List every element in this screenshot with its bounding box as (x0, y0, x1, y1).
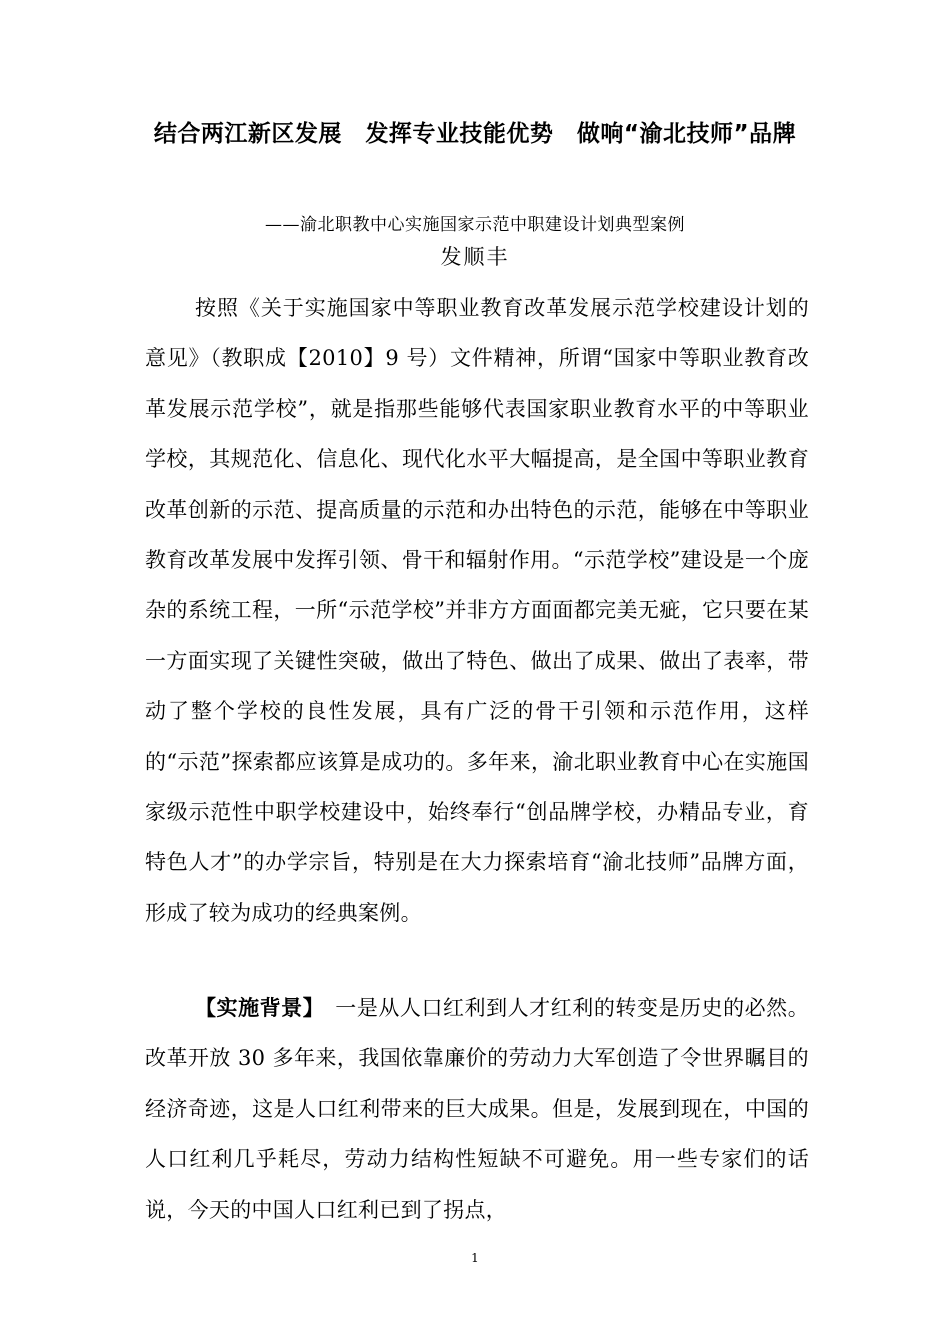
paragraph-intro: 按照《关于实施国家中等职业教育改革发展示范学校建设计划的意见》（教职成【2010】9 号）文件精神，所谓“国家中等职业教育改革发展示范学校”，就是指那些能够代表国家职业教育水平的中等职业学校，其规范化、信息化、现代化水平大幅提高，是全国中等职业教育改革创新的示范、提高质量的示范和办出特色的示范，能够在中等职业教育改革发展中发挥引领、骨干和辐射作用。“示范学校”建设是一个庞杂的系统工程，一所“示范学校”并非方方面面都完美无疵，它只要在某一方面实现了关键性突破，做出了特色、做出了成果、做出了表率，带动了整个学校的良性发展，具有广泛的骨干引领和示范作用，这样的“示范”探索都应该算是成功的。多年来，渝北职业教育中心在实施国家级示范性中职学校建设中，始终奉行“创品牌学校，办精品专业，育特色人才”的办学宗旨，特别是在大力探索培育“渝北技师”品牌方面，形成了较为成功的经典案例。 (145, 296, 809, 925)
paragraph-background (145, 983, 809, 1235)
paragraph-background-text: 一是从人口红利到人才红利的转变是历史的必然。改革开放 30 多年来，我国依靠廉价的劳动力大军创造了令世界瞩目的经济奇迹，这是人口红利带来的巨大成果。但是，发展到现在，中国的人口红利几乎耗尽，劳动力结构性短缺不可避免。用一些专家们的话说，今天的中国人口红利已到了拐点， (145, 996, 809, 1222)
body-section-background (145, 983, 809, 1235)
document-subtitle: ——渝北职教中心实施国家示范中职建设计划典型案例 (265, 215, 685, 235)
body-section-intro (145, 283, 809, 938)
page-number: 1 (471, 1251, 479, 1265)
section-label-background: 【实施背景】 (195, 996, 314, 1020)
document-author: 发顺丰 (440, 245, 510, 269)
document-title: 结合两江新区发展 发挥专业技能优势 做响“渝北技师”品牌 (153, 121, 797, 147)
